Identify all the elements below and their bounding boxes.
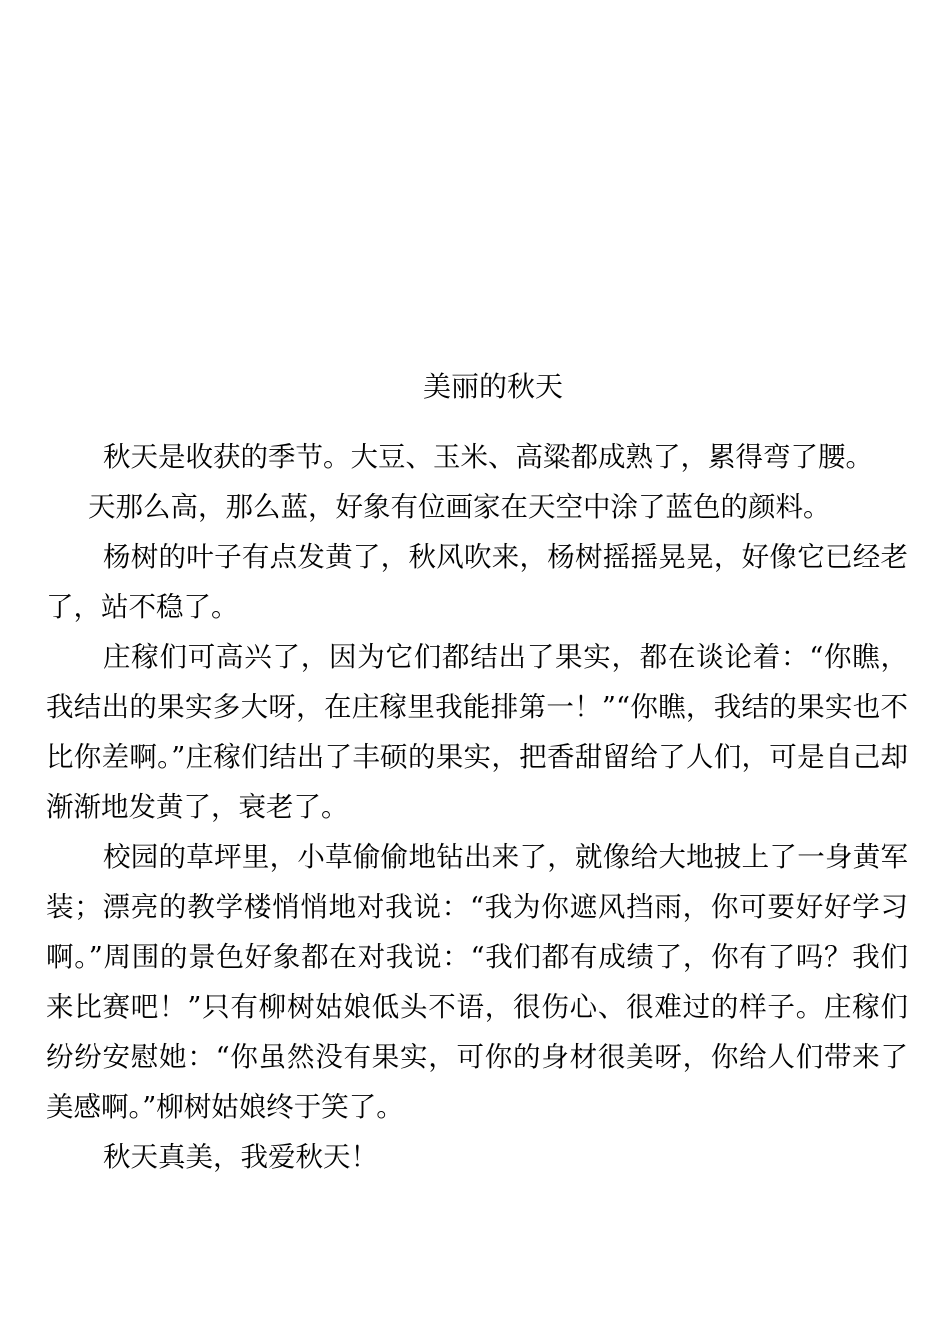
document-title: 美丽的秋天 [422,370,563,403]
paragraph-harvest: 秋天是收获的季节。大豆、玉米、高粱都成熟了，累得弯了腰。 [103,441,873,473]
paragraph-sky: 天那么高，那么蓝，好象有位画家在天空中涂了蓝色的颜料。 [88,491,831,523]
document-body [46,432,908,1182]
paragraph-campus: 校园的草坪里，小草偷偷地钻出来了，就像给大地披上了一身黄军装；漂亮的教学楼悄悄地对我说：“我为你遮风挡雨，你可要好好学习啊。”周围的景色好象都在对我说：“我们都有成绩了，你有了吗？我们来比赛吧！”只有柳树姑娘低头不语，很伤心、很难过的样子。庄稼们纷纷安慰她：“你虽然没有果实，可你的身材很美呀，你给人们带来了美感啊。”柳树姑娘终于笑了。 [46,841,908,1123]
paragraph-crops: 庄稼们可高兴了，因为它们都结出了果实，都在谈论着：“你瞧，我结出的果实多大呀，在庄稼里我能排第一！”“你瞧，我结的果实也不比你差啊。”庄稼们结出了丰硕的果实，把香甜留给了人们，可是自己却渐渐地发黄了，衰老了。 [46,641,908,823]
paragraph-conclusion: 秋天真美，我爱秋天！ [103,1141,378,1173]
paragraph-poplar: 杨树的叶子有点发黄了，秋风吹来，杨树摇摇晃晃，好像它已经老了，站不稳了。 [46,541,908,623]
